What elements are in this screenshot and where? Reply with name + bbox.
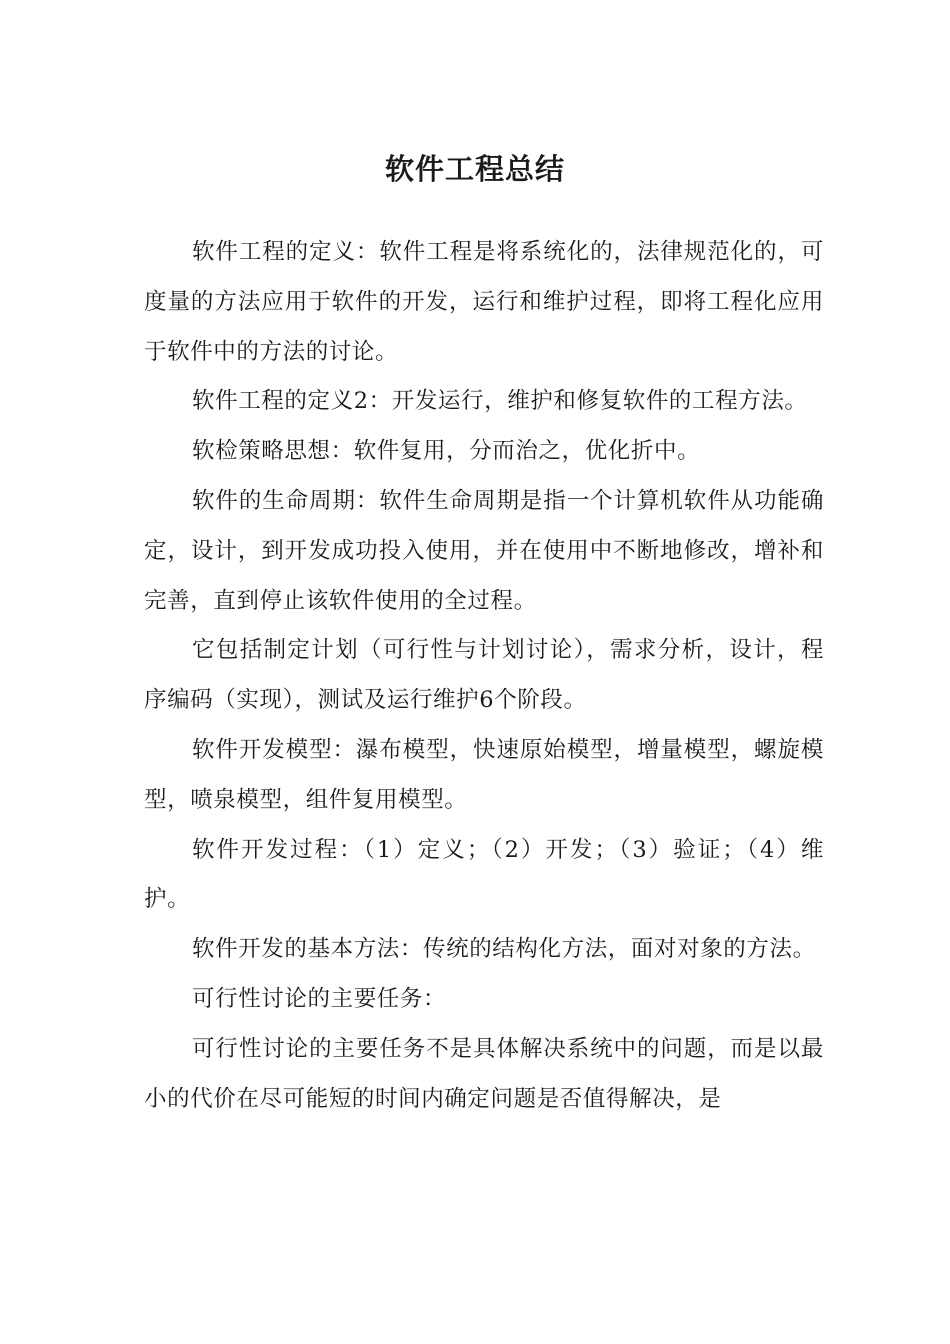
paragraph-strategy: 软检策略思想：软件复用，分而治之，优化折中。 [192, 438, 701, 465]
paragraph-definition: 软件工程的定义：软件工程是将系统化的，法律规范化的，可度量的方法应用于软件的开发，运行和维护过程，即将工程化应用于软件中的方法的讨论。 [144, 239, 824, 365]
paragraph-dev-models: 软件开发模型：瀑布模型，快速原始模型，增量模型，螺旋模型，喷泉模型，组件复用模型。 [144, 736, 824, 813]
paragraph-dev-methods: 软件开发的基本方法：传统的结构化方法，面对对象的方法。 [192, 936, 816, 963]
paragraph-lifecycle: 软件的生命周期：软件生命周期是指一个计算机软件从功能确定，设计，到开发成功投入使用，并在使用中不断地修改，增补和完善，直到停止该软件使用的全过程。 [144, 487, 824, 614]
paragraph-definition-2: 软件工程的定义2：开发运行，维护和修复软件的工程方法。 [192, 388, 808, 415]
document-title: 软件工程总结 [384, 152, 565, 187]
document-body [144, 228, 824, 1124]
paragraph-dev-process: 软件开发过程：（1）定义；（2）开发；（3）验证；（4）维护。 [144, 836, 824, 913]
paragraph-feasibility-heading: 可行性讨论的主要任务： [192, 985, 447, 1012]
paragraph-lifecycle-stages: 它包括制定计划（可行性与计划讨论），需求分析，设计，程序编码（实现），测试及运行维护6个阶段。 [144, 637, 824, 714]
paragraph-feasibility-body: 可行性讨论的主要任务不是具体解决系统中的问题，而是以最小的代价在尽可能短的时间内确定问题是否值得解决，是 [144, 1035, 824, 1112]
